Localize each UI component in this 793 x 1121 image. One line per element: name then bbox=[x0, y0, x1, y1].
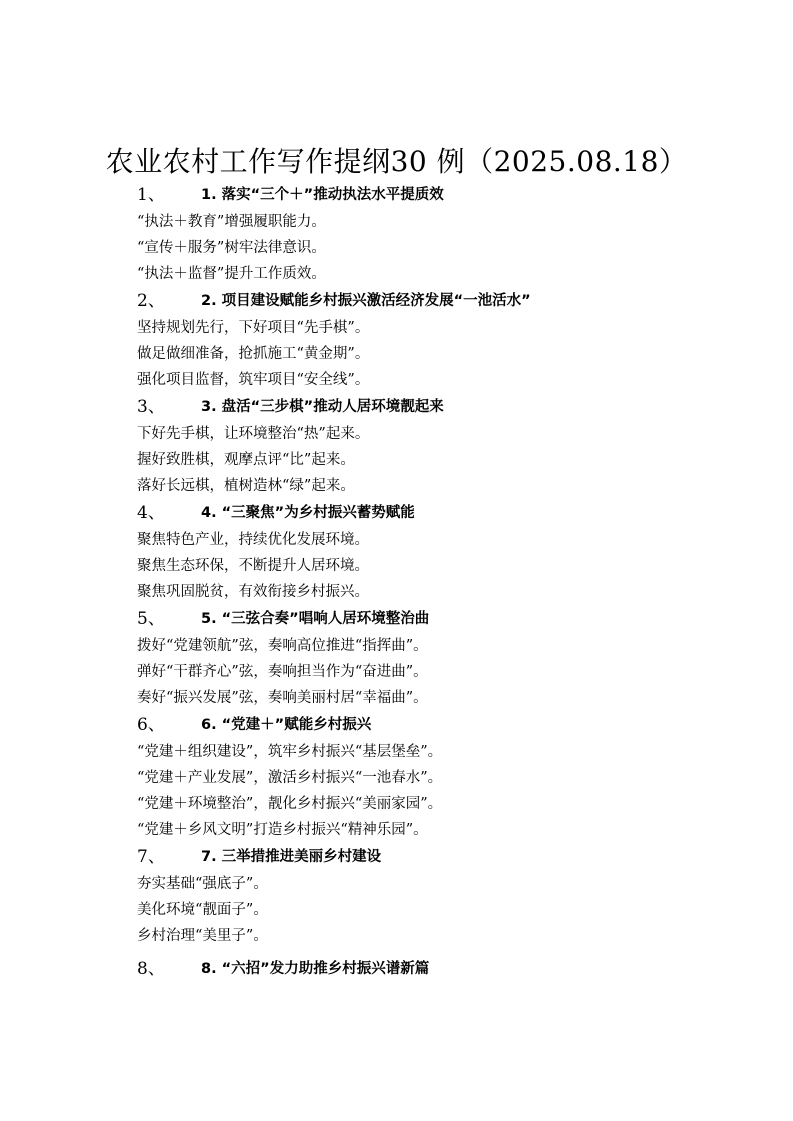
section-5 bbox=[137, 605, 757, 711]
section-line: 奏好“振兴发展”弦，奏响美丽村居“幸福曲”。 bbox=[137, 690, 428, 706]
section-line: 乡村治理“美里子”。 bbox=[137, 928, 268, 944]
section-number: 3、 bbox=[137, 397, 165, 417]
section-4 bbox=[137, 499, 757, 605]
section-title: 5. “三弦合奏”唱响人居环境整治曲 bbox=[201, 611, 430, 627]
section-number: 6、 bbox=[137, 715, 165, 735]
section-line: 做足做细准备，抢抓施工“黄金期”。 bbox=[137, 346, 370, 362]
section-line: 夯实基础“强底子”。 bbox=[137, 876, 268, 892]
section-number: 4、 bbox=[137, 503, 165, 523]
section-8 bbox=[137, 955, 757, 983]
section-1 bbox=[137, 181, 757, 287]
section-line: “执法＋监督”提升工作质效。 bbox=[137, 266, 326, 282]
section-line: 美化环境“靓面子”。 bbox=[137, 902, 268, 918]
section-line: 坚持规划先行，下好项目“先手棋”。 bbox=[137, 320, 370, 336]
section-title: 1. 落实“三个＋”推动执法水平提质效 bbox=[201, 187, 444, 203]
section-title: 7. 三举措推进美丽乡村建设 bbox=[201, 849, 382, 865]
section-title: 6. “党建＋”赋能乡村振兴 bbox=[201, 717, 372, 733]
section-6 bbox=[137, 711, 757, 843]
section-line: 落好长远棋，植树造林“绿”起来。 bbox=[137, 478, 355, 494]
page-title: 农业农村工作写作提纲30 例（2025.08.18） bbox=[105, 145, 688, 178]
section-number: 5、 bbox=[137, 609, 165, 629]
section-line: 聚焦生态环保，不断提升人居环境。 bbox=[137, 558, 369, 574]
section-line: “党建＋产业发展”，激活乡村振兴“一池春水”。 bbox=[137, 770, 443, 786]
section-line: 弹好“干群齐心”弦，奏响担当作为“奋进曲”。 bbox=[137, 664, 428, 680]
section-line: 强化项目监督，筑牢项目“安全线”。 bbox=[137, 372, 370, 388]
section-title: 2. 项目建设赋能乡村振兴激活经济发展“一池活水” bbox=[201, 293, 531, 309]
section-heading bbox=[137, 955, 757, 983]
section-heading bbox=[137, 499, 757, 527]
section-heading bbox=[137, 393, 757, 421]
section-7 bbox=[137, 843, 757, 949]
section-line: “执法＋教育”增强履职能力。 bbox=[137, 214, 326, 230]
section-number: 2、 bbox=[137, 291, 165, 311]
section-heading bbox=[137, 711, 757, 739]
section-3 bbox=[137, 393, 757, 499]
section-heading bbox=[137, 843, 757, 871]
section-heading bbox=[137, 605, 757, 633]
section-line: 握好致胜棋，观摩点评“比”起来。 bbox=[137, 452, 355, 468]
section-2 bbox=[137, 287, 757, 393]
section-line: “宣传＋服务”树牢法律意识。 bbox=[137, 240, 326, 256]
section-number: 7、 bbox=[137, 847, 165, 867]
section-line: “党建＋组织建设”，筑牢乡村振兴“基层堡垒”。 bbox=[137, 744, 443, 760]
section-line: 拨好“党建领航”弦，奏响高位推进“指挥曲”。 bbox=[137, 638, 428, 654]
section-line: 下好先手棋，让环境整治“热”起来。 bbox=[137, 426, 370, 442]
section-title: 4. “三聚焦”为乡村振兴蓄势赋能 bbox=[201, 505, 415, 521]
section-line: 聚焦特色产业，持续优化发展环境。 bbox=[137, 532, 369, 548]
section-line: “党建＋乡风文明”打造乡村振兴“精神乐园”。 bbox=[137, 822, 428, 838]
section-number: 1、 bbox=[137, 185, 165, 205]
section-line: 聚焦巩固脱贫，有效衔接乡村振兴。 bbox=[137, 584, 369, 600]
section-heading bbox=[137, 287, 757, 315]
section-title: 8. “六招”发力助推乡村振兴谱新篇 bbox=[201, 961, 430, 977]
section-line: “党建＋环境整治”，靓化乡村振兴“美丽家园”。 bbox=[137, 796, 443, 812]
section-title: 3. 盘活“三步棋”推动人居环境靓起来 bbox=[201, 399, 444, 415]
section-heading bbox=[137, 181, 757, 209]
section-number: 8、 bbox=[137, 959, 165, 979]
